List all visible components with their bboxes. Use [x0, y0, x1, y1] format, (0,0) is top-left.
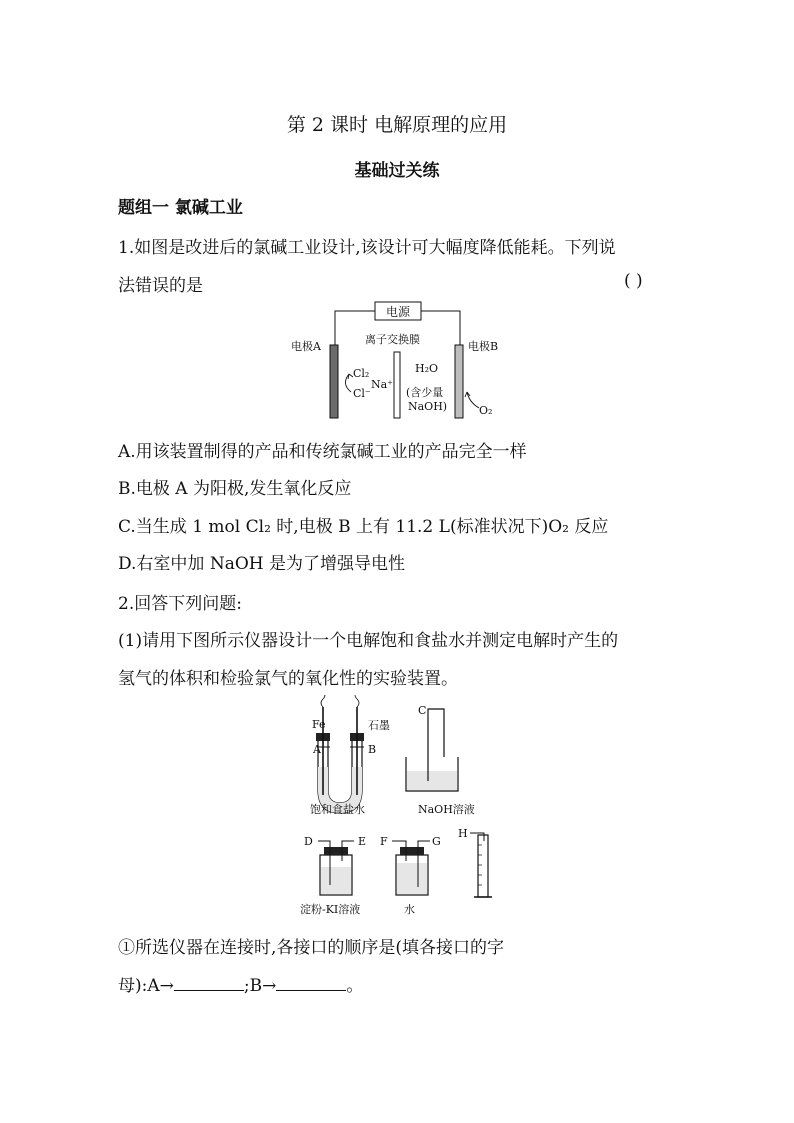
port-f-label: F — [380, 835, 388, 848]
graduated-cylinder — [478, 835, 488, 897]
question-1-stem-line-2: 法错误的是 — [118, 276, 203, 296]
membrane-label: 离子交换膜 — [365, 333, 420, 346]
chloride-ion-label: Cl⁻ — [353, 387, 371, 400]
port-h-label: H — [458, 827, 468, 840]
graphite-label: 石墨 — [368, 719, 390, 732]
electrode-b — [455, 345, 463, 418]
naoh-liquid — [407, 771, 457, 790]
page-title: 第 2 课时 电解原理的应用 — [286, 114, 508, 136]
o2-label: O₂ — [479, 404, 493, 417]
port-d-label: D — [304, 835, 313, 848]
right-wire — [421, 311, 460, 345]
sub-1-end: 。 — [346, 976, 364, 996]
electrode-b-label: 电极B — [468, 340, 499, 353]
answer-bracket: ( ) — [624, 271, 643, 291]
starch-ki-liquid — [321, 867, 351, 894]
naoh-solution-label: NaOH溶液 — [418, 803, 475, 816]
page-subtitle: 基础过关练 — [354, 161, 440, 181]
water-liquid — [397, 863, 427, 894]
contains-label: (含少量 — [406, 386, 444, 399]
sub-1-prefix: 母):A→ — [118, 976, 174, 996]
option-b: B.电极 A 为阳极,发生氧化反应 — [118, 479, 352, 499]
option-a: A.用该装置制得的产品和传统氯碱工业的产品完全一样 — [118, 442, 527, 462]
sub-1-mid: ;B→ — [243, 976, 277, 996]
question-2-sub-1-line-1: ①所选仪器在连接时,各接口的顺序是(填各接口的字 — [118, 938, 505, 958]
naoh-label: NaOH) — [408, 400, 448, 413]
fe-label: Fe — [312, 718, 326, 731]
cl2-label: Cl₂ — [353, 367, 370, 380]
option-d: D.右室中加 NaOH 是为了增强导电性 — [118, 554, 406, 574]
starch-ki-label: 淀粉-KI溶液 — [300, 903, 361, 916]
electrode-a — [330, 345, 338, 418]
electrode-a-label: 电极A — [291, 340, 321, 353]
port-a-label: A — [313, 743, 321, 756]
option-c: C.当生成 1 mol Cl₂ 时,电极 B 上有 11.2 L(标准状况下)O₂ 反应 — [118, 517, 609, 537]
question-2-part-1-line-1: (1)请用下图所示仪器设计一个电解饱和食盐水并测定电解时产生的 — [118, 631, 619, 651]
brine-label: 饱和食盐水 — [310, 803, 365, 816]
question-1-stem-line-1: 1.如图是改进后的氯碱工业设计,该设计可大幅度降低能耗。下列说 — [118, 238, 616, 258]
sodium-ion-label: Na⁺ — [371, 378, 393, 391]
delivery-tube-c — [428, 709, 444, 781]
port-b-label: B — [368, 743, 377, 756]
power-source-label: 电源 — [385, 305, 411, 319]
water-label: 水 — [404, 903, 415, 916]
port-g-label: G — [432, 835, 441, 848]
question-2-sub-1-line-2 — [118, 971, 363, 996]
water-label: H₂O — [415, 362, 439, 375]
port-e-label: E — [358, 835, 367, 848]
electrolysis-cell-figure — [285, 300, 510, 425]
ion-exchange-membrane — [394, 352, 400, 418]
question-2-part-1-line-2: 氢气的体积和检验氯气的氧化性的实验装置。 — [118, 669, 458, 689]
question-2-stem: 2.回答下列问题: — [118, 594, 242, 614]
apparatus-figure — [298, 695, 498, 920]
port-c-label: C — [418, 704, 427, 717]
answer-blank-b[interactable] — [276, 976, 346, 991]
section-heading: 题组一 氯碱工业 — [118, 198, 243, 218]
answer-blank-a[interactable] — [174, 976, 244, 991]
